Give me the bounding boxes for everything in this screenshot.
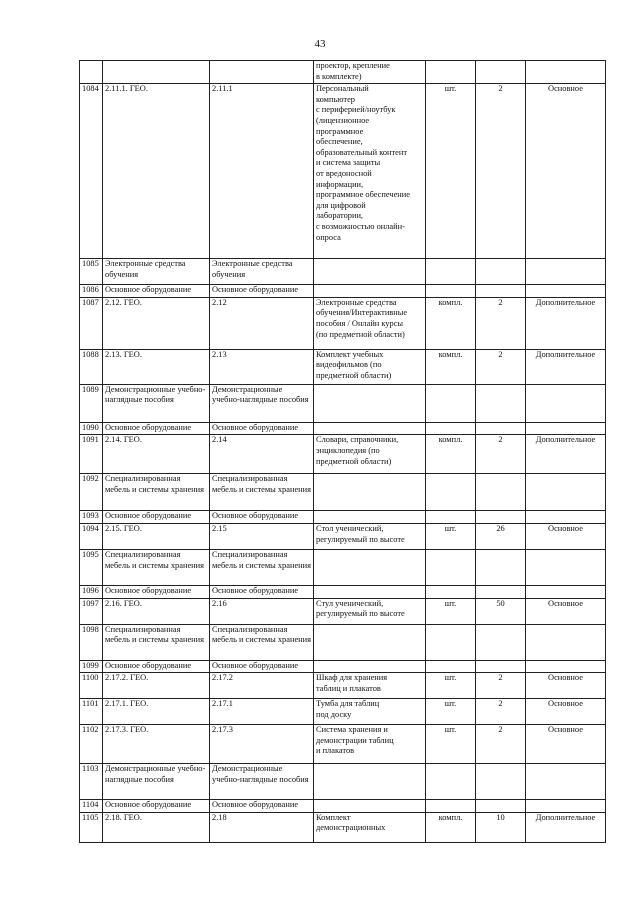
- table-row: [80, 349, 606, 384]
- row-code: Специализированная мебель и системы хранения: [103, 474, 210, 511]
- row-quantity: 10: [476, 812, 526, 842]
- table-row: [80, 523, 606, 549]
- row-subcode: 2.12: [210, 297, 314, 349]
- table-row: [80, 598, 606, 624]
- row-quantity: [476, 585, 526, 598]
- row-name: Словари, справочники, энциклопедия (по предметной области): [314, 435, 426, 474]
- row-subcode: 2.17.2: [210, 673, 314, 699]
- row-name: Стол ученический, регулируемый по высоте: [314, 523, 426, 549]
- row-code: Демонстрационные учебно-наглядные пособия: [103, 764, 210, 800]
- row-number: 1098: [80, 624, 103, 660]
- row-quantity: [476, 61, 526, 84]
- row-quantity: [476, 474, 526, 511]
- row-name: Система хранения и демонстрации таблиц и плакатов: [314, 725, 426, 764]
- row-category: [526, 384, 606, 422]
- row-category: Дополнительное: [526, 435, 606, 474]
- row-quantity: [476, 800, 526, 813]
- row-subcode: 2.14: [210, 435, 314, 474]
- row-category: Основное: [526, 598, 606, 624]
- row-quantity: [476, 422, 526, 435]
- row-number: 1084: [80, 84, 103, 259]
- row-category: [526, 511, 606, 524]
- table-row: [80, 699, 606, 725]
- row-unit: компл.: [426, 349, 476, 384]
- row-subcode: Основное оборудование: [210, 511, 314, 524]
- row-category: Основное: [526, 725, 606, 764]
- row-subcode: Основное оборудование: [210, 800, 314, 813]
- table-row: [80, 285, 606, 298]
- row-code: Демонстрационные учебно-наглядные пособия: [103, 384, 210, 422]
- equipment-table: [79, 60, 606, 843]
- row-quantity: [476, 285, 526, 298]
- row-category: Дополнительное: [526, 812, 606, 842]
- row-unit: [426, 660, 476, 673]
- row-category: [526, 764, 606, 800]
- table-row: [80, 660, 606, 673]
- row-code: Основное оборудование: [103, 660, 210, 673]
- table-row: [80, 812, 606, 842]
- row-unit: [426, 585, 476, 598]
- row-category: Основное: [526, 699, 606, 725]
- row-unit: [426, 285, 476, 298]
- row-code: 2.17.2. ГЕО.: [103, 673, 210, 699]
- row-number: [80, 61, 103, 84]
- row-unit: шт.: [426, 598, 476, 624]
- row-subcode: 2.15: [210, 523, 314, 549]
- row-unit: компл.: [426, 297, 476, 349]
- table-body: [80, 61, 606, 843]
- table-row: [80, 384, 606, 422]
- table-row: [80, 624, 606, 660]
- row-unit: [426, 511, 476, 524]
- page-number: 43: [314, 38, 326, 50]
- row-subcode: Специализированная мебель и системы хранения: [210, 549, 314, 585]
- row-category: Основное: [526, 523, 606, 549]
- row-category: [526, 585, 606, 598]
- row-number: 1101: [80, 699, 103, 725]
- row-quantity: 2: [476, 297, 526, 349]
- row-number: 1104: [80, 800, 103, 813]
- row-name: [314, 422, 426, 435]
- table-row: [80, 84, 606, 259]
- row-unit: шт.: [426, 84, 476, 259]
- row-category: [526, 800, 606, 813]
- row-name: [314, 259, 426, 285]
- row-category: [526, 285, 606, 298]
- row-unit: [426, 474, 476, 511]
- row-subcode: [210, 61, 314, 84]
- row-number: 1091: [80, 435, 103, 474]
- row-code: 2.17.1. ГЕО.: [103, 699, 210, 725]
- row-code: 2.15. ГЕО.: [103, 523, 210, 549]
- table-row: [80, 800, 606, 813]
- row-category: [526, 474, 606, 511]
- row-name: Шкаф для хранения таблиц и плакатов: [314, 673, 426, 699]
- row-subcode: 2.11.1: [210, 84, 314, 259]
- row-name: [314, 660, 426, 673]
- row-code: 2.17.3. ГЕО.: [103, 725, 210, 764]
- row-number: 1086: [80, 285, 103, 298]
- row-quantity: 50: [476, 598, 526, 624]
- row-name: [314, 474, 426, 511]
- row-subcode: 2.17.3: [210, 725, 314, 764]
- row-unit: [426, 764, 476, 800]
- row-name: [314, 764, 426, 800]
- row-quantity: 2: [476, 84, 526, 259]
- row-category: [526, 549, 606, 585]
- row-number: 1105: [80, 812, 103, 842]
- table-row: [80, 61, 606, 84]
- row-quantity: [476, 549, 526, 585]
- row-unit: компл.: [426, 435, 476, 474]
- table-row: [80, 725, 606, 764]
- row-category: Дополнительное: [526, 349, 606, 384]
- row-category: [526, 660, 606, 673]
- table-row: [80, 259, 606, 285]
- row-name: [314, 624, 426, 660]
- table-row: [80, 422, 606, 435]
- row-code: 2.14. ГЕО.: [103, 435, 210, 474]
- row-number: 1097: [80, 598, 103, 624]
- table-row: [80, 673, 606, 699]
- row-unit: [426, 422, 476, 435]
- row-quantity: 2: [476, 699, 526, 725]
- row-quantity: [476, 511, 526, 524]
- row-unit: [426, 61, 476, 84]
- row-name: Комплект демонстрационных: [314, 812, 426, 842]
- row-category: [526, 624, 606, 660]
- row-subcode: 2.18: [210, 812, 314, 842]
- row-unit: шт.: [426, 699, 476, 725]
- row-code: Основное оборудование: [103, 422, 210, 435]
- row-number: 1096: [80, 585, 103, 598]
- row-code: 2.12. ГЕО.: [103, 297, 210, 349]
- row-unit: [426, 624, 476, 660]
- row-unit: [426, 259, 476, 285]
- row-code: Основное оборудование: [103, 285, 210, 298]
- row-quantity: [476, 660, 526, 673]
- row-subcode: Специализированная мебель и системы хранения: [210, 474, 314, 511]
- row-subcode: Основное оборудование: [210, 585, 314, 598]
- table-row: [80, 549, 606, 585]
- row-quantity: 2: [476, 349, 526, 384]
- table-row: [80, 764, 606, 800]
- row-quantity: 2: [476, 673, 526, 699]
- row-subcode: Электронные средства обучения: [210, 259, 314, 285]
- row-subcode: Основное оборудование: [210, 422, 314, 435]
- row-quantity: 2: [476, 435, 526, 474]
- row-name: Персональный компьютер с периферией/ноутбук (лицензионное программное обеспечение, образовательный контент и система защиты от вредоносной информации, программное обеспечение для цифровой лаборатории, с возможностью онлайн- опроса: [314, 84, 426, 259]
- row-number: 1090: [80, 422, 103, 435]
- row-quantity: [476, 384, 526, 422]
- row-quantity: 26: [476, 523, 526, 549]
- row-quantity: [476, 764, 526, 800]
- row-number: 1093: [80, 511, 103, 524]
- row-number: 1099: [80, 660, 103, 673]
- row-subcode: 2.17.1: [210, 699, 314, 725]
- row-number: 1089: [80, 384, 103, 422]
- row-subcode: 2.13: [210, 349, 314, 384]
- row-unit: [426, 384, 476, 422]
- row-number: 1092: [80, 474, 103, 511]
- row-number: 1094: [80, 523, 103, 549]
- row-code: 2.11.1. ГЕО.: [103, 84, 210, 259]
- row-name: [314, 800, 426, 813]
- row-code: 2.16. ГЕО.: [103, 598, 210, 624]
- row-code: 2.13. ГЕО.: [103, 349, 210, 384]
- row-name: [314, 384, 426, 422]
- row-code: [103, 61, 210, 84]
- row-category: [526, 259, 606, 285]
- table-row: [80, 474, 606, 511]
- row-number: 1102: [80, 725, 103, 764]
- row-unit: [426, 800, 476, 813]
- row-unit: шт.: [426, 673, 476, 699]
- row-code: Основное оборудование: [103, 585, 210, 598]
- row-subcode: 2.16: [210, 598, 314, 624]
- row-category: [526, 61, 606, 84]
- row-number: 1103: [80, 764, 103, 800]
- table-row: [80, 435, 606, 474]
- row-code: Основное оборудование: [103, 800, 210, 813]
- row-unit: шт.: [426, 523, 476, 549]
- row-subcode: Основное оборудование: [210, 660, 314, 673]
- row-code: Электронные средства обучения: [103, 259, 210, 285]
- row-quantity: [476, 624, 526, 660]
- row-subcode: Демонстрационные учебно-наглядные пособия: [210, 384, 314, 422]
- row-category: [526, 422, 606, 435]
- row-subcode: Демонстрационные учебно-наглядные пособия: [210, 764, 314, 800]
- table-row: [80, 511, 606, 524]
- row-name: [314, 549, 426, 585]
- table-row: [80, 297, 606, 349]
- row-name: Электронные средства обучения/Интерактивные пособия / Онлайн курсы (по предметной области): [314, 297, 426, 349]
- row-name: [314, 585, 426, 598]
- row-subcode: Специализированная мебель и системы хранения: [210, 624, 314, 660]
- row-category: Дополнительное: [526, 297, 606, 349]
- row-number: 1088: [80, 349, 103, 384]
- row-quantity: [476, 259, 526, 285]
- row-code: 2.18. ГЕО.: [103, 812, 210, 842]
- row-unit: шт.: [426, 725, 476, 764]
- row-number: 1095: [80, 549, 103, 585]
- row-name: [314, 285, 426, 298]
- row-number: 1087: [80, 297, 103, 349]
- row-quantity: 2: [476, 725, 526, 764]
- row-name: Стул ученический, регулируемый по высоте: [314, 598, 426, 624]
- row-category: Основное: [526, 84, 606, 259]
- row-name: Комплект учебных видеофильмов (по предметной области): [314, 349, 426, 384]
- row-code: Основное оборудование: [103, 511, 210, 524]
- row-category: Основное: [526, 673, 606, 699]
- row-unit: [426, 549, 476, 585]
- row-unit: компл.: [426, 812, 476, 842]
- row-code: Специализированная мебель и системы хранения: [103, 624, 210, 660]
- row-name: проектор, крепление в комплекте): [314, 61, 426, 84]
- row-name: Тумба для таблиц под доску: [314, 699, 426, 725]
- row-subcode: Основное оборудование: [210, 285, 314, 298]
- row-name: [314, 511, 426, 524]
- row-code: Специализированная мебель и системы хранения: [103, 549, 210, 585]
- row-number: 1085: [80, 259, 103, 285]
- table-row: [80, 585, 606, 598]
- row-number: 1100: [80, 673, 103, 699]
